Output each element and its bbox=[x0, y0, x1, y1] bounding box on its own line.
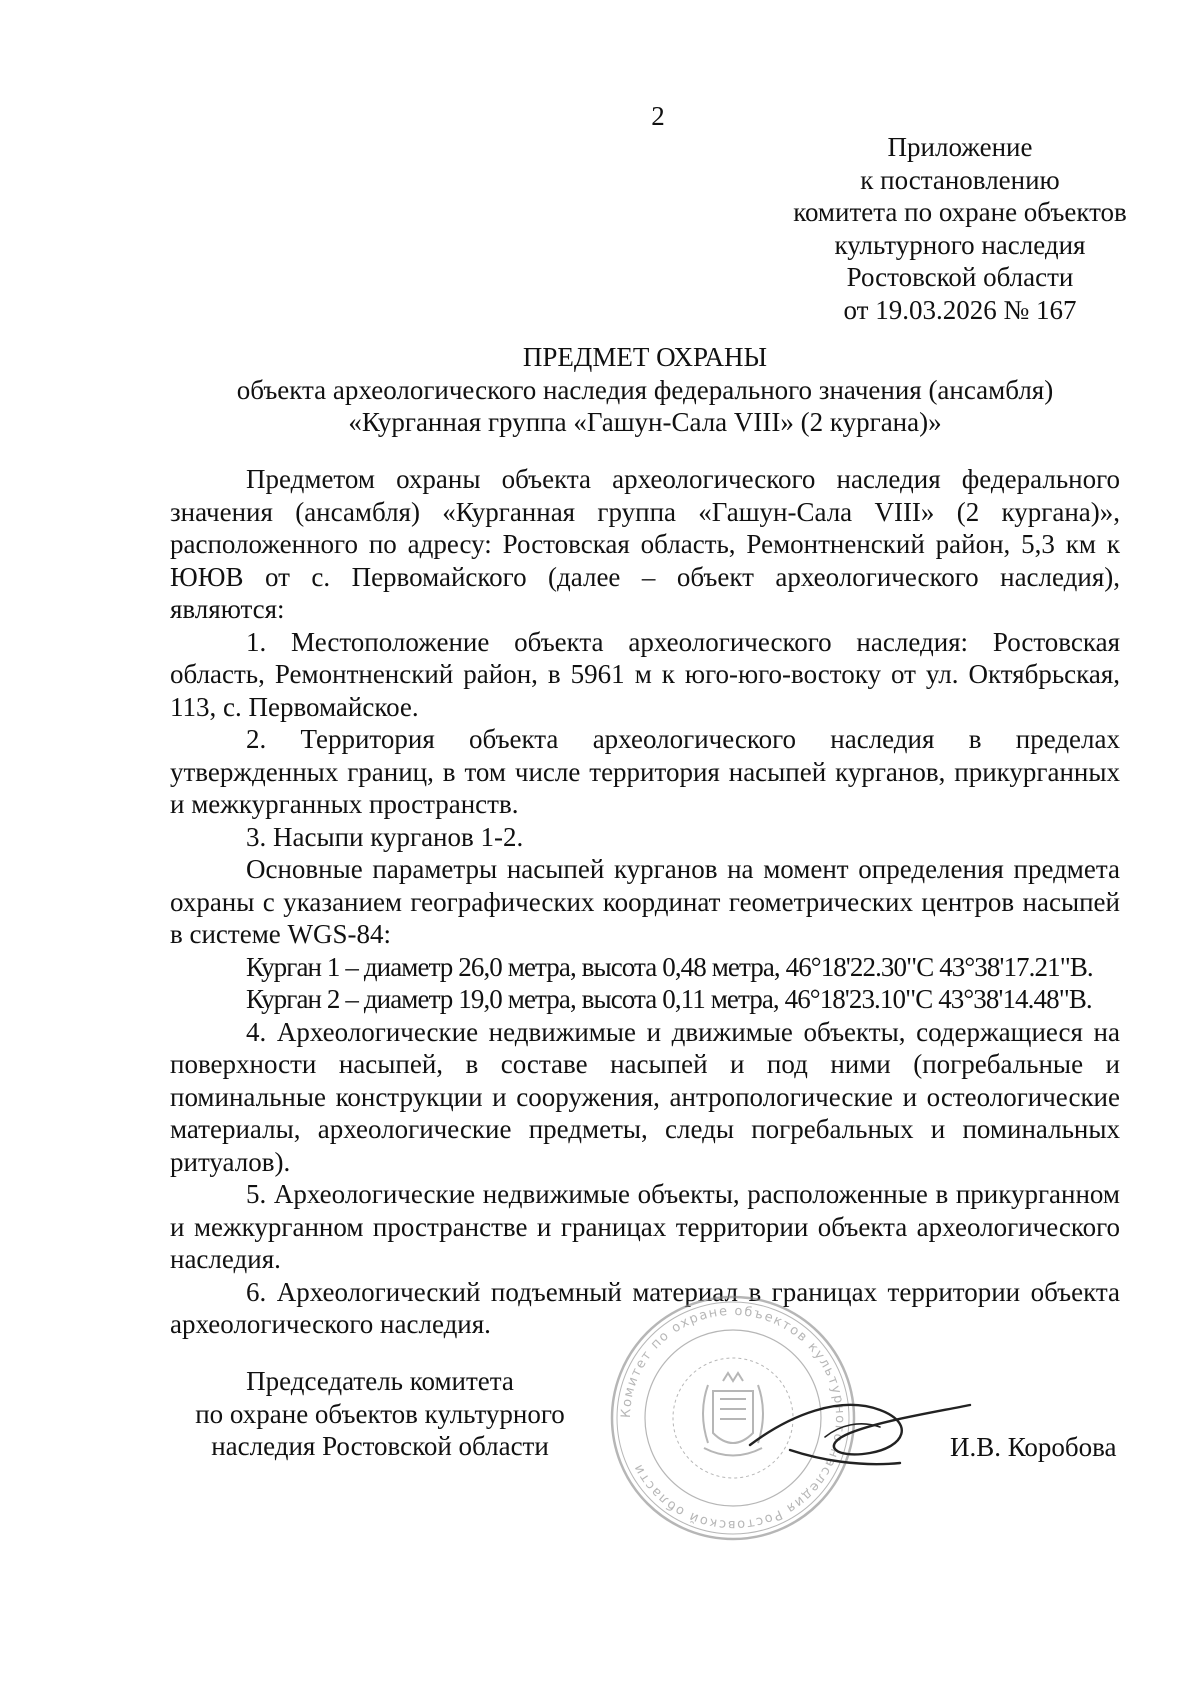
signatory-name: И.В. Коробова bbox=[950, 1432, 1117, 1462]
item-1-location: 1. Местоположение объекта археологического наследия: Ростовская область, Ремонтненский район, в 5961 м к юго-юго-востоку от ул. Октябрьская, 113, с. Первомайское. bbox=[170, 626, 1120, 722]
intro-paragraph: Предметом охраны объекта археологического наследия федерального значения (ансамбля) «Курганная группа «Гашун-Сала VIII» (2 кургана)», расположенного по адресу: Ростовская область, Ремонтненский район, 5,3 км к ЮЮВ от с. Первомайского (далее – объект археологического наследия), являются: bbox=[170, 464, 1120, 624]
document-title bbox=[170, 341, 1120, 439]
parameters-paragraph: Основные параметры насыпей курганов на момент определения предмета охраны с указанием географических координат геометрических центров насыпей в системе WGS-84: bbox=[170, 854, 1120, 949]
item-5-immovable-objects: 5. Археологические недвижимые объекты, расположенные в прикурганном и межкурганном пространстве и границах территории объекта археологического наследия. bbox=[170, 1179, 1120, 1274]
signatory-position-line: Председатель комитета bbox=[246, 1366, 514, 1396]
handwritten-signature bbox=[730, 1375, 980, 1485]
appendix-line: Приложение bbox=[887, 132, 1033, 162]
page-number: 2 bbox=[651, 101, 665, 131]
appendix-line: к постановлению bbox=[860, 164, 1060, 195]
barrow-2-parameters: Курган 2 – диаметр 19,0 метра, высота 0,11 метра, 46°18'23.10"С 43°38'14.48"В. bbox=[246, 984, 1092, 1014]
item-2-territory: 2. Территория объекта археологического наследия в пределах утвержденных границ, в том числе территория насыпей курганов, прикурганных и межкурганных пространств. bbox=[170, 724, 1120, 819]
document-body bbox=[170, 463, 1120, 1341]
item-3-barrows: 3. Насыпи курганов 1-2. bbox=[246, 821, 524, 852]
signatory-position-line: наследия Ростовской области bbox=[211, 1431, 549, 1461]
seal-text: Комитет по охране объектов культурного наследия Ростовской области bbox=[618, 1303, 848, 1533]
title-heading: ПРЕДМЕТ ОХРАНЫ bbox=[522, 342, 768, 372]
item-4-archaeological-objects: 4. Археологические недвижимые и движимые объекты, содержащиеся на поверхности насыпей, в составе насыпей и под ними (погребальные и поминальные конструкции и сооружения, антропологические и остеологические материалы, археологические предметы, следы погребальных и поминальных ритуалов). bbox=[170, 1016, 1120, 1177]
appendix-line: комитета по охране объектов bbox=[793, 197, 1127, 227]
appendix-line: культурного наследия bbox=[834, 229, 1086, 260]
title-line-2: «Курганная группа «Гашун-Сала VIII» (2 кургана)» bbox=[348, 407, 942, 437]
signatory-position bbox=[190, 1365, 570, 1463]
title-line-1: объекта археологического наследия федерального значения (ансамбля) bbox=[236, 374, 1054, 405]
appendix-line: Ростовской области bbox=[846, 262, 1074, 292]
signatory-position-line: по охране объектов культурного bbox=[195, 1398, 565, 1429]
item-6-surface-material: 6. Археологический подъемный материал в границах территории объекта археологического наследия. bbox=[170, 1276, 1120, 1339]
appendix-block bbox=[760, 131, 1160, 326]
barrow-1-parameters: Курган 1 – диаметр 26,0 метра, высота 0,48 метра, 46°18'22.30"С 43°38'17.21"В. bbox=[246, 951, 1093, 982]
appendix-date-number: от 19.03.2026 № 167 bbox=[843, 294, 1077, 325]
